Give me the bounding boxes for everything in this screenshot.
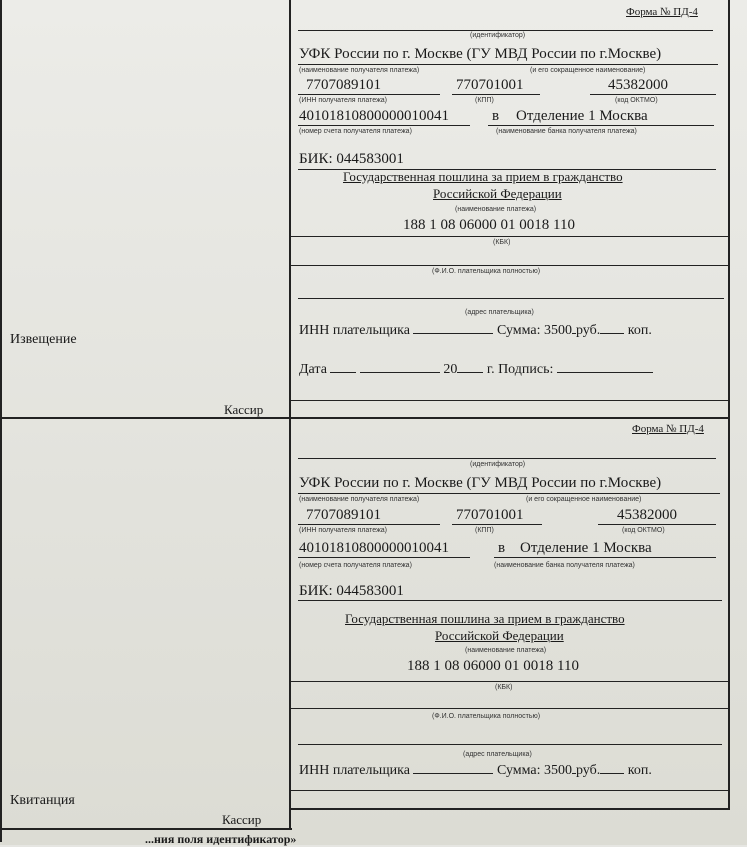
inn-caption-bottom: (ИНН получателя платежа): [299, 527, 387, 534]
cashier-label-bottom: Кассир: [222, 812, 262, 827]
recipient-line-bottom: [298, 493, 720, 494]
inn-value-top: 7707089101: [306, 77, 381, 93]
sum-label: Сумма: 3500: [496, 763, 572, 778]
year-prefix: 20: [443, 362, 458, 377]
outer-left-border: [0, 0, 2, 842]
inn-payer-row-top: [299, 323, 652, 339]
inn-line-top: [298, 94, 440, 95]
payer-address-caption-top: (адрес плательщика): [465, 309, 534, 316]
footer-fragment: ...ния поля идентификатор»: [145, 832, 297, 846]
account-caption-top: (номер счета получателя платежа): [299, 128, 412, 135]
inn-payer-label: ИНН плательщика: [299, 323, 410, 338]
signature-field[interactable]: [557, 371, 653, 373]
year-suffix: г. Подпись:: [486, 362, 554, 377]
kpp-caption-bottom: (КПП): [475, 527, 494, 534]
sum-label: Сумма: 3500: [496, 323, 572, 338]
sign-line-bottom: [290, 790, 730, 791]
inn-line-bottom: [298, 524, 440, 525]
oktmo-caption-bottom: (код ОКТМО): [622, 527, 665, 534]
bik-line-bottom: [298, 600, 722, 601]
form-label-bottom: Форма № ПД-4: [632, 423, 704, 435]
payer-name-line-bottom: [290, 708, 730, 709]
payer-address-line-top: [298, 298, 724, 299]
account-value-bottom: 40101810800000010041: [299, 540, 449, 556]
identifier-caption-top: (идентификатор): [470, 32, 526, 39]
bank-caption-bottom: (наименование банка получателя платежа): [494, 562, 635, 569]
inn-payer-field[interactable]: [413, 772, 493, 774]
kpp-value-top: 770701001: [456, 77, 524, 93]
receipt-label: Квитанция: [10, 793, 75, 808]
column-divider: [289, 0, 291, 830]
rub-label: руб.: [575, 763, 601, 778]
cashier-label-top: Кассир: [224, 402, 264, 417]
inn-payer-label: ИНН плательщика: [299, 763, 410, 778]
kpp-caption-top: (КПП): [475, 97, 494, 104]
bank-value-top: Отделение 1 Москва: [516, 108, 648, 124]
bank-prefix-top: в: [492, 108, 500, 124]
payer-name-caption-top: (Ф.И.О. плательщика полностью): [432, 268, 541, 275]
section-divider: [0, 417, 730, 419]
short-name-caption-top: (и его сокращенное наименование): [530, 67, 646, 74]
kpp-line-bottom: [452, 524, 542, 525]
oktmo-line-bottom: [598, 524, 716, 525]
oktmo-line-top: [590, 94, 716, 95]
day-field[interactable]: [330, 371, 356, 373]
date-row-top: [299, 362, 653, 378]
identifier-line-bottom: [298, 458, 716, 459]
recipient-top: УФК России по г. Москве (ГУ МВД России по г.Москве): [299, 46, 662, 62]
kbk-value-bottom: 188 1 08 06000 01 0018 110: [407, 658, 579, 674]
purpose-line1-bottom: Государственная пошлина за прием в гражданство: [345, 611, 625, 626]
bottom-border-right: [289, 808, 730, 810]
month-field[interactable]: [360, 371, 440, 373]
kbk-line-top: [290, 236, 730, 237]
account-line-bottom: [298, 557, 470, 558]
recipient-line-top: [298, 64, 718, 65]
short-name-caption-bottom: (и его сокращенное наименование): [526, 496, 642, 503]
sign-line-top: [290, 400, 730, 401]
kbk-line-bottom: [290, 681, 730, 682]
payment-name-caption-top: (наименование платежа): [455, 206, 537, 213]
rub-label: руб.: [575, 323, 601, 338]
bik-bottom: БИК: 044583001: [299, 583, 404, 599]
bottom-border: [0, 828, 292, 830]
kpp-line-top: [452, 94, 540, 95]
kop-label: коп.: [627, 763, 652, 778]
purpose-line2-top: Российской Федерации: [433, 186, 562, 201]
bank-line-bottom: [494, 557, 716, 558]
outer-right-border: [728, 0, 730, 810]
account-caption-bottom: (номер счета получателя платежа): [299, 562, 412, 569]
purpose-line2-bottom: Российской Федерации: [435, 628, 564, 643]
oktmo-caption-top: (код ОКТМО): [615, 97, 658, 104]
notice-label: Извещение: [10, 332, 77, 347]
payer-address-caption-bottom: (адрес плательщика): [463, 751, 532, 758]
inn-payer-row-bottom: [299, 763, 652, 779]
recipient-caption-top: (наименование получателя платежа): [299, 67, 420, 74]
inn-value-bottom: 7707089101: [306, 507, 381, 523]
date-label: Дата: [299, 362, 327, 377]
kbk-value-top: 188 1 08 06000 01 0018 110: [403, 217, 575, 233]
bank-caption-top: (наименование банка получателя платежа): [496, 128, 637, 135]
kop-field[interactable]: [600, 332, 624, 334]
purpose-line1-top: Государственная пошлина за прием в гражданство: [343, 169, 623, 184]
inn-payer-field[interactable]: [413, 332, 493, 334]
oktmo-value-top: 45382000: [608, 77, 668, 93]
oktmo-value-bottom: 45382000: [617, 507, 677, 523]
payer-name-line-top: [290, 265, 730, 266]
kbk-caption-top: (КБК): [493, 239, 511, 246]
recipient-bottom: УФК России по г. Москве (ГУ МВД России по г.Москве): [299, 475, 662, 491]
year-field[interactable]: [457, 371, 483, 373]
recipient-caption-bottom: (наименование получателя платежа): [299, 496, 420, 503]
bank-prefix-bottom: в: [498, 540, 506, 556]
kop-label: коп.: [627, 323, 652, 338]
payment-name-caption-bottom: (наименование платежа): [465, 647, 547, 654]
account-line-top: [298, 125, 470, 126]
identifier-caption-bottom: (идентификатор): [470, 461, 526, 468]
form-label-top: Форма № ПД-4: [626, 6, 698, 18]
account-value-top: 40101810800000010041: [299, 108, 449, 124]
payer-name-caption-bottom: (Ф.И.О. плательщика полностью): [432, 713, 541, 720]
identifier-line-top: [298, 30, 713, 31]
inn-caption-top: (ИНН получателя платежа): [299, 97, 387, 104]
kop-field[interactable]: [600, 772, 624, 774]
kpp-value-bottom: 770701001: [456, 507, 524, 523]
kbk-caption-bottom: (КБК): [495, 684, 513, 691]
bank-line-top: [488, 125, 714, 126]
bank-value-bottom: Отделение 1 Москва: [520, 540, 652, 556]
payer-address-line-bottom: [298, 744, 722, 745]
bik-top: БИК: 044583001: [299, 151, 404, 167]
